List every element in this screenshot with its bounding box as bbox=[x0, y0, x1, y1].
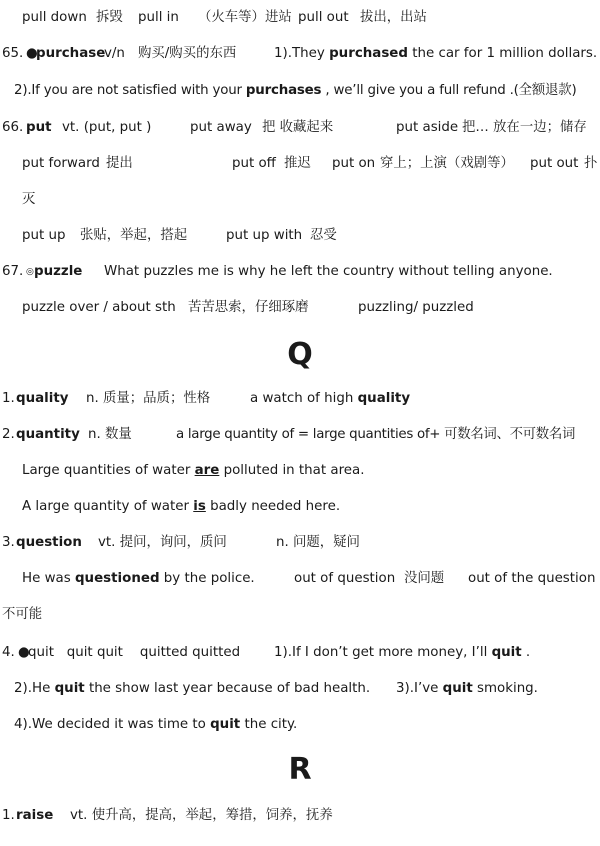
phrase-pull-down: pull down bbox=[22, 10, 87, 25]
example: He was questioned by the police. bbox=[22, 571, 255, 586]
phrase: out of the question bbox=[468, 571, 596, 586]
phrase: put away bbox=[190, 120, 252, 135]
word-forms: puzzling/ puzzled bbox=[358, 300, 474, 315]
example-2: 2).If you are not satisfied with your purchases , we’ll give you a full refund .(全额退款) bbox=[14, 83, 577, 98]
entry-number: 1. bbox=[2, 391, 15, 406]
entry-quality bbox=[0, 389, 600, 409]
example-1: Large quantities of water are polluted in that area. bbox=[22, 463, 365, 478]
entry-puzzle-line2 bbox=[0, 298, 600, 318]
entry-number: 65. bbox=[2, 46, 24, 61]
definition-cn: n. 问题，疑问 bbox=[276, 535, 360, 550]
phrase-cn: 把… 放在一边；储存 bbox=[462, 120, 587, 135]
section-heading-q: Q bbox=[287, 337, 313, 372]
entry-number: 2. bbox=[2, 427, 15, 442]
section-heading-r: R bbox=[288, 752, 312, 787]
definition-cn: vt. 提问，询问，质问 bbox=[98, 535, 227, 550]
entry-number: 4. bbox=[2, 645, 15, 660]
entry-number: 3. bbox=[2, 535, 15, 550]
entry-put bbox=[0, 118, 600, 138]
phrase: put on bbox=[332, 156, 376, 171]
word-forms: quit quit quit quitted quitted bbox=[28, 645, 241, 660]
headword: puzzle bbox=[34, 264, 83, 279]
phrase-cn: 推迟 bbox=[284, 156, 311, 171]
phrase: put off bbox=[232, 156, 276, 171]
part-of-speech: vt. (put, put ) bbox=[62, 120, 152, 135]
example-2: A large quantity of water is badly needed here. bbox=[22, 499, 341, 514]
example: What puzzles me is why he left the country without telling anyone. bbox=[104, 264, 553, 279]
phrase: put aside bbox=[396, 120, 459, 135]
headword: quality bbox=[16, 391, 69, 406]
example: a watch of high quality bbox=[250, 391, 411, 406]
definition-cn: 购买/购买的东西 bbox=[138, 46, 237, 61]
phrase-cn: 拔出，出站 bbox=[360, 10, 427, 25]
entry-pull-phrases bbox=[0, 8, 600, 28]
phrase: put forward bbox=[22, 156, 100, 171]
bullet-icon: ◎ bbox=[26, 267, 34, 277]
bullet-icon: ● bbox=[26, 46, 38, 61]
example-1: 1).If I don’t get more money, I’ll quit . bbox=[274, 645, 531, 660]
phrase-cn: 张贴，举起，搭起 bbox=[80, 228, 188, 243]
phrase-cn: 没问题 bbox=[404, 571, 445, 586]
phrase-pull-in: pull in bbox=[138, 10, 179, 25]
headword: question bbox=[16, 535, 82, 550]
entry-question bbox=[0, 533, 600, 553]
phrase-cn: 提出 bbox=[106, 156, 133, 171]
entry-number: 67. bbox=[2, 264, 24, 279]
definition-cn: vt. 使升高，提高，举起，筹措，饲养，抚养 bbox=[70, 808, 333, 823]
phrase-cn: 苦苦思索，仔细琢磨 bbox=[188, 300, 309, 315]
example-3: 3).I’ve quit smoking. bbox=[396, 681, 538, 696]
entry-question-line3 bbox=[0, 605, 600, 625]
phrase-cn: 忍受 bbox=[310, 228, 337, 243]
phrase-cn: 穿上；上演（戏剧等） bbox=[380, 156, 514, 171]
entry-quit-line2 bbox=[0, 679, 600, 699]
example-2: 2).He quit the show last year because of bad health. bbox=[14, 681, 371, 696]
bullet-icon: ● bbox=[18, 645, 30, 660]
entry-puzzle bbox=[0, 262, 600, 282]
part-of-speech: v/n bbox=[104, 46, 125, 61]
phrase-cn: 灭 bbox=[22, 192, 36, 207]
entry-put-line4 bbox=[0, 226, 600, 246]
headword: purchase bbox=[36, 46, 106, 61]
headword: quantity bbox=[16, 427, 80, 442]
phrase: put up bbox=[22, 228, 66, 243]
entry-raise bbox=[0, 806, 600, 826]
phrase: puzzle over / about sth bbox=[22, 300, 176, 315]
example-1: 1).They purchased the car for 1 million dollars. bbox=[274, 46, 598, 61]
phrase-cn: 扑 bbox=[584, 156, 598, 171]
phrase-cn: 把 收藏起来 bbox=[262, 120, 334, 135]
entry-number: 66. bbox=[2, 120, 24, 135]
usage-note: a large quantity of = large quantities of+ 可数名词、不可数名词 bbox=[176, 427, 576, 442]
headword: raise bbox=[16, 808, 54, 823]
phrase-cn: 不可能 bbox=[2, 607, 43, 622]
entry-question-line2 bbox=[0, 569, 600, 589]
entry-put-line2 bbox=[0, 154, 600, 174]
entry-number: 1. bbox=[2, 808, 15, 823]
entry-quantity bbox=[0, 425, 600, 445]
definition-cn: n. 质量；品质；性格 bbox=[86, 391, 211, 406]
entry-purchase bbox=[0, 44, 600, 64]
phrase-pull-out: pull out bbox=[298, 10, 349, 25]
example-4: 4).We decided it was time to quit the city. bbox=[14, 717, 298, 732]
phrase: put out bbox=[530, 156, 579, 171]
entry-put-line3 bbox=[0, 190, 600, 210]
phrase: put up with bbox=[226, 228, 303, 243]
phrase: out of question bbox=[294, 571, 396, 586]
entry-quit bbox=[0, 643, 600, 663]
phrase-cn: （火车等）进站 bbox=[198, 10, 292, 25]
definition-cn: n. 数量 bbox=[88, 427, 132, 442]
headword: put bbox=[26, 120, 52, 135]
phrase-cn: 拆毁 bbox=[96, 10, 123, 25]
